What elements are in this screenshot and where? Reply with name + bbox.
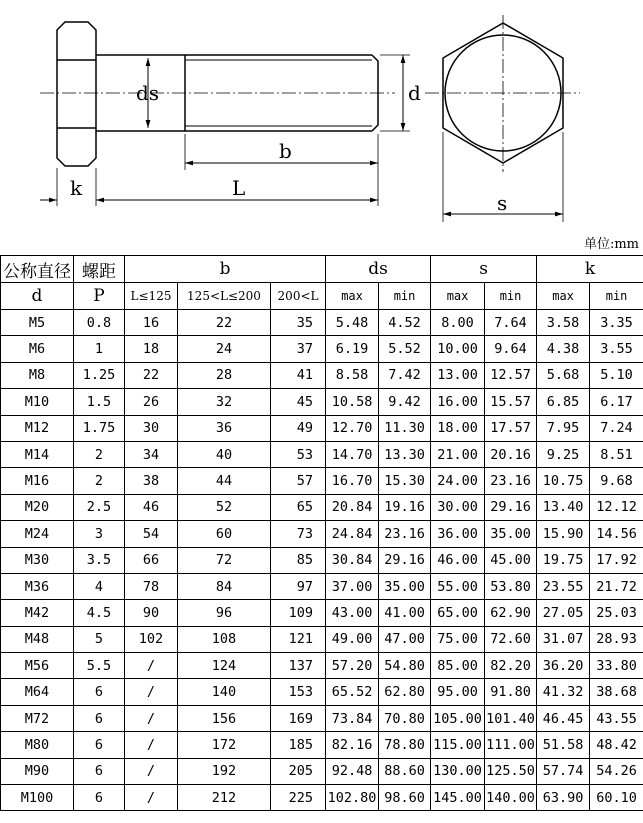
cell-k-max: 6.85 bbox=[537, 389, 590, 415]
cell-s-max: 36.00 bbox=[431, 521, 485, 547]
cell-b-le125: 46 bbox=[125, 494, 178, 520]
cell-b-le125: 22 bbox=[125, 362, 178, 388]
cell-s-max: 13.00 bbox=[431, 362, 485, 388]
cell-d: M72 bbox=[1, 705, 74, 731]
cell-b-gt200: 97 bbox=[271, 573, 326, 599]
cell-s-min: 12.57 bbox=[485, 362, 537, 388]
header-ds: ds bbox=[326, 256, 431, 283]
cell-s-min: 140.00 bbox=[485, 785, 537, 811]
cell-ds-min: 4.52 bbox=[379, 310, 431, 336]
cell-ds-max: 14.70 bbox=[326, 441, 379, 467]
cell-ds-min: 62.80 bbox=[379, 679, 431, 705]
cell-p: 1.5 bbox=[74, 389, 125, 415]
cell-k-min: 21.72 bbox=[590, 573, 643, 599]
cell-b-gt200: 121 bbox=[271, 626, 326, 652]
cell-b-gt200: 73 bbox=[271, 521, 326, 547]
cell-b-125-200: 32 bbox=[178, 389, 271, 415]
cell-k-max: 27.05 bbox=[537, 600, 590, 626]
table-row bbox=[1, 494, 643, 520]
cell-s-min: 62.90 bbox=[485, 600, 537, 626]
cell-s-max: 30.00 bbox=[431, 494, 485, 520]
cell-s-min: 53.80 bbox=[485, 573, 537, 599]
cell-s-min: 111.00 bbox=[485, 732, 537, 758]
cell-b-gt200: 153 bbox=[271, 679, 326, 705]
cell-s-min: 20.16 bbox=[485, 441, 537, 467]
header-ds-max: max bbox=[326, 283, 379, 310]
cell-b-gt200: 225 bbox=[271, 785, 326, 811]
cell-b-gt200: 137 bbox=[271, 653, 326, 679]
L-label: L bbox=[232, 176, 246, 200]
cell-s-max: 46.00 bbox=[431, 547, 485, 573]
cell-ds-min: 19.16 bbox=[379, 494, 431, 520]
cell-p: 1.25 bbox=[74, 362, 125, 388]
cell-ds-max: 49.00 bbox=[326, 626, 379, 652]
cell-b-125-200: 24 bbox=[178, 336, 271, 362]
cell-k-min: 54.26 bbox=[590, 758, 643, 784]
table-row bbox=[1, 732, 643, 758]
header-ds-min: min bbox=[379, 283, 431, 310]
cell-b-gt200: 45 bbox=[271, 389, 326, 415]
cell-p: 0.8 bbox=[74, 310, 125, 336]
table-row bbox=[1, 679, 643, 705]
cell-b-125-200: 52 bbox=[178, 494, 271, 520]
cell-s-min: 17.57 bbox=[485, 415, 537, 441]
cell-ds-min: 11.30 bbox=[379, 415, 431, 441]
cell-ds-min: 5.52 bbox=[379, 336, 431, 362]
cell-b-le125: 102 bbox=[125, 626, 178, 652]
cell-b-gt200: 49 bbox=[271, 415, 326, 441]
cell-ds-max: 65.52 bbox=[326, 679, 379, 705]
cell-k-min: 43.55 bbox=[590, 705, 643, 731]
cell-b-le125: 26 bbox=[125, 389, 178, 415]
cell-b-gt200: 35 bbox=[271, 310, 326, 336]
header-s-min: min bbox=[485, 283, 537, 310]
table-row bbox=[1, 441, 643, 467]
cell-d: M90 bbox=[1, 758, 74, 784]
cell-k-min: 3.55 bbox=[590, 336, 643, 362]
cell-p: 1 bbox=[74, 336, 125, 362]
cell-d: M6 bbox=[1, 336, 74, 362]
cell-ds-min: 15.30 bbox=[379, 468, 431, 494]
cell-p: 6 bbox=[74, 785, 125, 811]
cell-d: M30 bbox=[1, 547, 74, 573]
cell-s-max: 130.00 bbox=[431, 758, 485, 784]
cell-ds-max: 6.19 bbox=[326, 336, 379, 362]
cell-d: M42 bbox=[1, 600, 74, 626]
cell-ds-min: 78.80 bbox=[379, 732, 431, 758]
cell-s-min: 82.20 bbox=[485, 653, 537, 679]
cell-b-gt200: 53 bbox=[271, 441, 326, 467]
cell-s-max: 145.00 bbox=[431, 785, 485, 811]
cell-b-125-200: 108 bbox=[178, 626, 271, 652]
cell-ds-min: 35.00 bbox=[379, 573, 431, 599]
bolt-dimensions-table bbox=[0, 255, 643, 811]
cell-b-125-200: 140 bbox=[178, 679, 271, 705]
cell-ds-min: 29.16 bbox=[379, 547, 431, 573]
cell-b-gt200: 169 bbox=[271, 705, 326, 731]
cell-k-max: 57.74 bbox=[537, 758, 590, 784]
cell-s-min: 29.16 bbox=[485, 494, 537, 520]
table-body bbox=[1, 310, 643, 811]
cell-ds-min: 88.60 bbox=[379, 758, 431, 784]
cell-b-125-200: 40 bbox=[178, 441, 271, 467]
table-row bbox=[1, 573, 643, 599]
cell-b-125-200: 36 bbox=[178, 415, 271, 441]
header-k-min: min bbox=[590, 283, 643, 310]
cell-b-125-200: 84 bbox=[178, 573, 271, 599]
cell-p: 6 bbox=[74, 679, 125, 705]
cell-b-gt200: 85 bbox=[271, 547, 326, 573]
cell-s-max: 8.00 bbox=[431, 310, 485, 336]
cell-ds-min: 23.16 bbox=[379, 521, 431, 547]
cell-p: 4 bbox=[74, 573, 125, 599]
cell-d: M64 bbox=[1, 679, 74, 705]
cell-k-min: 38.68 bbox=[590, 679, 643, 705]
cell-b-gt200: 205 bbox=[271, 758, 326, 784]
cell-k-max: 31.07 bbox=[537, 626, 590, 652]
cell-d: M8 bbox=[1, 362, 74, 388]
cell-k-max: 10.75 bbox=[537, 468, 590, 494]
cell-ds-max: 37.00 bbox=[326, 573, 379, 599]
cell-s-min: 7.64 bbox=[485, 310, 537, 336]
cell-b-gt200: 41 bbox=[271, 362, 326, 388]
cell-b-gt200: 109 bbox=[271, 600, 326, 626]
cell-s-min: 91.80 bbox=[485, 679, 537, 705]
cell-b-le125: 90 bbox=[125, 600, 178, 626]
cell-ds-max: 8.58 bbox=[326, 362, 379, 388]
cell-ds-min: 41.00 bbox=[379, 600, 431, 626]
cell-b-gt200: 57 bbox=[271, 468, 326, 494]
cell-ds-max: 20.84 bbox=[326, 494, 379, 520]
cell-ds-min: 70.80 bbox=[379, 705, 431, 731]
cell-k-min: 14.56 bbox=[590, 521, 643, 547]
cell-b-le125: 38 bbox=[125, 468, 178, 494]
cell-b-125-200: 124 bbox=[178, 653, 271, 679]
cell-s-min: 125.50 bbox=[485, 758, 537, 784]
cell-k-min: 5.10 bbox=[590, 362, 643, 388]
cell-p: 6 bbox=[74, 732, 125, 758]
cell-s-max: 24.00 bbox=[431, 468, 485, 494]
cell-p: 1.75 bbox=[74, 415, 125, 441]
cell-b-125-200: 22 bbox=[178, 310, 271, 336]
cell-b-le125: 66 bbox=[125, 547, 178, 573]
cell-k-max: 51.58 bbox=[537, 732, 590, 758]
cell-s-min: 45.00 bbox=[485, 547, 537, 573]
cell-ds-min: 9.42 bbox=[379, 389, 431, 415]
cell-k-min: 6.17 bbox=[590, 389, 643, 415]
cell-s-max: 18.00 bbox=[431, 415, 485, 441]
cell-ds-min: 7.42 bbox=[379, 362, 431, 388]
header-s: s bbox=[431, 256, 537, 283]
cell-ds-max: 24.84 bbox=[326, 521, 379, 547]
table-row bbox=[1, 468, 643, 494]
cell-b-le125: / bbox=[125, 732, 178, 758]
table-row bbox=[1, 336, 643, 362]
hex-bolt-drawing bbox=[0, 0, 643, 232]
cell-s-max: 95.00 bbox=[431, 679, 485, 705]
cell-d: M10 bbox=[1, 389, 74, 415]
table-row bbox=[1, 415, 643, 441]
cell-p: 5 bbox=[74, 626, 125, 652]
cell-s-min: 23.16 bbox=[485, 468, 537, 494]
cell-p: 5.5 bbox=[74, 653, 125, 679]
cell-k-max: 46.45 bbox=[537, 705, 590, 731]
cell-b-le125: / bbox=[125, 653, 178, 679]
cell-k-max: 3.58 bbox=[537, 310, 590, 336]
cell-b-le125: 16 bbox=[125, 310, 178, 336]
cell-p: 2.5 bbox=[74, 494, 125, 520]
cell-b-le125: 30 bbox=[125, 415, 178, 441]
cell-b-gt200: 65 bbox=[271, 494, 326, 520]
header-d-cn: 公称直径 bbox=[1, 256, 74, 283]
cell-k-min: 7.24 bbox=[590, 415, 643, 441]
cell-b-le125: 18 bbox=[125, 336, 178, 362]
k-label: k bbox=[70, 176, 83, 200]
header-s-max: max bbox=[431, 283, 485, 310]
cell-p: 2 bbox=[74, 468, 125, 494]
cell-s-min: 101.40 bbox=[485, 705, 537, 731]
cell-k-max: 5.68 bbox=[537, 362, 590, 388]
cell-k-min: 60.10 bbox=[590, 785, 643, 811]
cell-d: M100 bbox=[1, 785, 74, 811]
table-row bbox=[1, 521, 643, 547]
cell-s-max: 75.00 bbox=[431, 626, 485, 652]
cell-k-min: 17.92 bbox=[590, 547, 643, 573]
cell-s-max: 16.00 bbox=[431, 389, 485, 415]
cell-k-max: 4.38 bbox=[537, 336, 590, 362]
cell-b-le125: / bbox=[125, 679, 178, 705]
cell-k-min: 25.03 bbox=[590, 600, 643, 626]
cell-ds-min: 47.00 bbox=[379, 626, 431, 652]
table-row bbox=[1, 758, 643, 784]
cell-p: 4.5 bbox=[74, 600, 125, 626]
d-label: d bbox=[408, 81, 421, 105]
header-b-3: 200<L bbox=[271, 283, 326, 310]
cell-ds-min: 13.30 bbox=[379, 441, 431, 467]
cell-s-max: 21.00 bbox=[431, 441, 485, 467]
cell-d: M80 bbox=[1, 732, 74, 758]
cell-b-125-200: 44 bbox=[178, 468, 271, 494]
cell-ds-max: 16.70 bbox=[326, 468, 379, 494]
header-p-cn: 螺距 bbox=[74, 256, 125, 283]
header-k-max: max bbox=[537, 283, 590, 310]
cell-k-max: 36.20 bbox=[537, 653, 590, 679]
cell-b-le125: 34 bbox=[125, 441, 178, 467]
cell-k-min: 8.51 bbox=[590, 441, 643, 467]
unit-label: 单位:mm bbox=[583, 237, 639, 252]
cell-k-max: 13.40 bbox=[537, 494, 590, 520]
cell-ds-max: 5.48 bbox=[326, 310, 379, 336]
cell-d: M24 bbox=[1, 521, 74, 547]
cell-s-max: 55.00 bbox=[431, 573, 485, 599]
cell-ds-min: 98.60 bbox=[379, 785, 431, 811]
cell-b-le125: 78 bbox=[125, 573, 178, 599]
header-d: d bbox=[1, 283, 74, 310]
s-label: s bbox=[497, 191, 508, 215]
cell-p: 6 bbox=[74, 758, 125, 784]
cell-k-max: 15.90 bbox=[537, 521, 590, 547]
cell-d: M14 bbox=[1, 441, 74, 467]
cell-b-125-200: 72 bbox=[178, 547, 271, 573]
cell-d: M36 bbox=[1, 573, 74, 599]
table-row bbox=[1, 600, 643, 626]
cell-ds-max: 73.84 bbox=[326, 705, 379, 731]
cell-s-max: 85.00 bbox=[431, 653, 485, 679]
header-b: b bbox=[125, 256, 326, 283]
cell-b-gt200: 37 bbox=[271, 336, 326, 362]
cell-k-min: 33.80 bbox=[590, 653, 643, 679]
cell-p: 2 bbox=[74, 441, 125, 467]
cell-d: M16 bbox=[1, 468, 74, 494]
cell-s-min: 72.60 bbox=[485, 626, 537, 652]
table-row bbox=[1, 389, 643, 415]
cell-k-max: 9.25 bbox=[537, 441, 590, 467]
cell-p: 3.5 bbox=[74, 547, 125, 573]
cell-ds-max: 30.84 bbox=[326, 547, 379, 573]
header-k: k bbox=[537, 256, 643, 283]
cell-s-min: 9.64 bbox=[485, 336, 537, 362]
cell-b-le125: / bbox=[125, 758, 178, 784]
cell-b-125-200: 172 bbox=[178, 732, 271, 758]
cell-k-max: 19.75 bbox=[537, 547, 590, 573]
cell-s-min: 35.00 bbox=[485, 521, 537, 547]
cell-p: 6 bbox=[74, 705, 125, 731]
cell-k-max: 41.32 bbox=[537, 679, 590, 705]
cell-ds-min: 54.80 bbox=[379, 653, 431, 679]
cell-b-125-200: 60 bbox=[178, 521, 271, 547]
table-row bbox=[1, 705, 643, 731]
header-b-2: 125<L≤200 bbox=[178, 283, 271, 310]
cell-s-max: 115.00 bbox=[431, 732, 485, 758]
cell-s-max: 10.00 bbox=[431, 336, 485, 362]
cell-b-le125: 54 bbox=[125, 521, 178, 547]
cell-k-min: 9.68 bbox=[590, 468, 643, 494]
header-p: P bbox=[74, 283, 125, 310]
cell-k-min: 12.12 bbox=[590, 494, 643, 520]
cell-b-125-200: 192 bbox=[178, 758, 271, 784]
table-row bbox=[1, 653, 643, 679]
table-row bbox=[1, 310, 643, 336]
cell-ds-max: 12.70 bbox=[326, 415, 379, 441]
b-label: b bbox=[279, 139, 292, 163]
cell-b-125-200: 28 bbox=[178, 362, 271, 388]
cell-d: M12 bbox=[1, 415, 74, 441]
cell-b-gt200: 185 bbox=[271, 732, 326, 758]
table-row bbox=[1, 547, 643, 573]
cell-ds-max: 92.48 bbox=[326, 758, 379, 784]
cell-d: M56 bbox=[1, 653, 74, 679]
table-row bbox=[1, 362, 643, 388]
cell-ds-max: 82.16 bbox=[326, 732, 379, 758]
cell-s-max: 65.00 bbox=[431, 600, 485, 626]
cell-k-max: 7.95 bbox=[537, 415, 590, 441]
cell-b-125-200: 96 bbox=[178, 600, 271, 626]
cell-b-le125: / bbox=[125, 705, 178, 731]
cell-k-min: 28.93 bbox=[590, 626, 643, 652]
cell-k-max: 63.90 bbox=[537, 785, 590, 811]
header-b-1: L≤125 bbox=[125, 283, 178, 310]
cell-ds-max: 57.20 bbox=[326, 653, 379, 679]
cell-s-max: 105.00 bbox=[431, 705, 485, 731]
table-row bbox=[1, 626, 643, 652]
cell-b-le125: / bbox=[125, 785, 178, 811]
cell-b-125-200: 212 bbox=[178, 785, 271, 811]
bolt-side-view bbox=[40, 22, 410, 206]
cell-ds-max: 43.00 bbox=[326, 600, 379, 626]
cell-d: M20 bbox=[1, 494, 74, 520]
table-row bbox=[1, 785, 643, 811]
ds-label: ds bbox=[136, 81, 160, 105]
cell-p: 3 bbox=[74, 521, 125, 547]
cell-ds-max: 10.58 bbox=[326, 389, 379, 415]
cell-b-125-200: 156 bbox=[178, 705, 271, 731]
cell-ds-max: 102.80 bbox=[326, 785, 379, 811]
cell-k-min: 3.35 bbox=[590, 310, 643, 336]
cell-d: M5 bbox=[1, 310, 74, 336]
cell-k-min: 48.42 bbox=[590, 732, 643, 758]
cell-k-max: 23.55 bbox=[537, 573, 590, 599]
cell-d: M48 bbox=[1, 626, 74, 652]
cell-s-min: 15.57 bbox=[485, 389, 537, 415]
